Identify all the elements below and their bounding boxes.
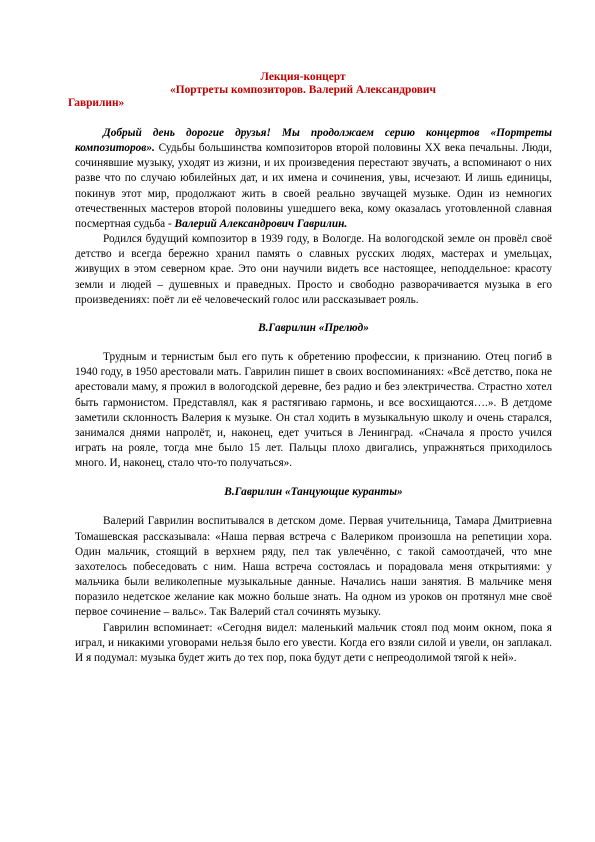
childhood-paragraph: Трудным и тернистым был его путь к обретению профессии, к признанию. Отец погиб в 1940 году, в 1950 арестовали мать. Гаврилин пишет в своих воспоминаниях: «Всё детство, пока не арестовали маму, я прожил в вологодской деревне, без радио и без электричества. Страстно хотел быть гармонистом. Представлял, как я растягиваю гармонь, и все восхищаются….». В детдоме заметили склонность Валерия к музыке. Он стал ходить в музыкальную школу и очень старался, занимался днями напролёт, и, наконец, едет учиться в Ленинград. «Сначала я просто учился играть на рояле, тогда мне было 15 лет. Пальцы плохо двигались, упражняться приходилось много. И, наконец, стало что-то получаться». (75, 351, 552, 470)
intro-greeting: Добрый день дорогие друзья! Мы продолжаем серию концертов «Портреты композиторов». (75, 127, 552, 155)
intro-body: Судьбы большинства композиторов второй половины ХХ века печальны. Люди, сочинявшие музыку, уходят из жизни, и их произведения перестают звучать, а вспоминают о них разве что по случаю юбилейных дат, и их имена и сочинения, увы, исчезают. И лишь единицы, покинув этот мир, продолжают жить в своей реально звучащей музыке. Один из немногих отечественных мастеров второй половины ушедшего века, кому оказалась уготовленной славная посмертная судьба - (75, 142, 552, 230)
biography-paragraph: Родился будущий композитор в 1939 году, в Вологде. На вологодской земле он провёл своё детство и всегда бережно хранил память о славных русских людях, мастерах и умельцах, живущих в этом северном крае. Это они научили видеть все настоящее, неподдельное: красоту земли и людей – душевных и праведных. Просто и свободно разворачивается музыка в его произведениях: поёт ли её человеческий голос или рассказывает рояль. (75, 233, 552, 306)
memory-paragraph: Гаврилин вспоминает: «Сегодня видел: маленький мальчик стоял под моим окном, пока я играл, и никакими уговорами нельзя было его увести. Когда его взяли силой и увели, он заплакал. И я подумал: музыка будет жить до тех пор, пока будут дети с непреодолимой тягой к ней». (75, 621, 552, 664)
lecture-header (68, 71, 538, 110)
section-heading-prelude: В.Гаврилин «Прелюд» (258, 321, 369, 334)
document-body (75, 126, 552, 666)
teacher-paragraph: Валерий Гаврилин воспитывался в детском доме. Первая учительница, Тамара Дмитриевна Томашевская рассказывала: «Наша первая встреча с Валериком произошла на репетиции хора. Один мальчик, стоящий в верхнем ряду, пел так увлечённо, с такой самоотдачей, что мне захотелось побеседовать с ним. Наша встреча состоялась и порадовала меня открытиями: у мальчика были великолепные музыкальные данные. Начались наши занятия. В мальчике меня поразило недетское желание как можно больше знать. На одном из уроков он протянул мне своё первое сочинение – вальс». Так Валерий стал сочинять музыку. (75, 515, 552, 619)
header-line-3: Гаврилин» (68, 97, 125, 109)
section-heading-chimes: В.Гаврилин «Танцующие куранты» (224, 486, 403, 499)
header-line-1: Лекция-концерт (260, 71, 346, 83)
intro-paragraph (75, 126, 552, 232)
header-line-2: «Портреты композиторов. Валерий Александрович (170, 84, 436, 96)
composer-name: Валерий Александрович Гаврилин. (174, 217, 348, 230)
